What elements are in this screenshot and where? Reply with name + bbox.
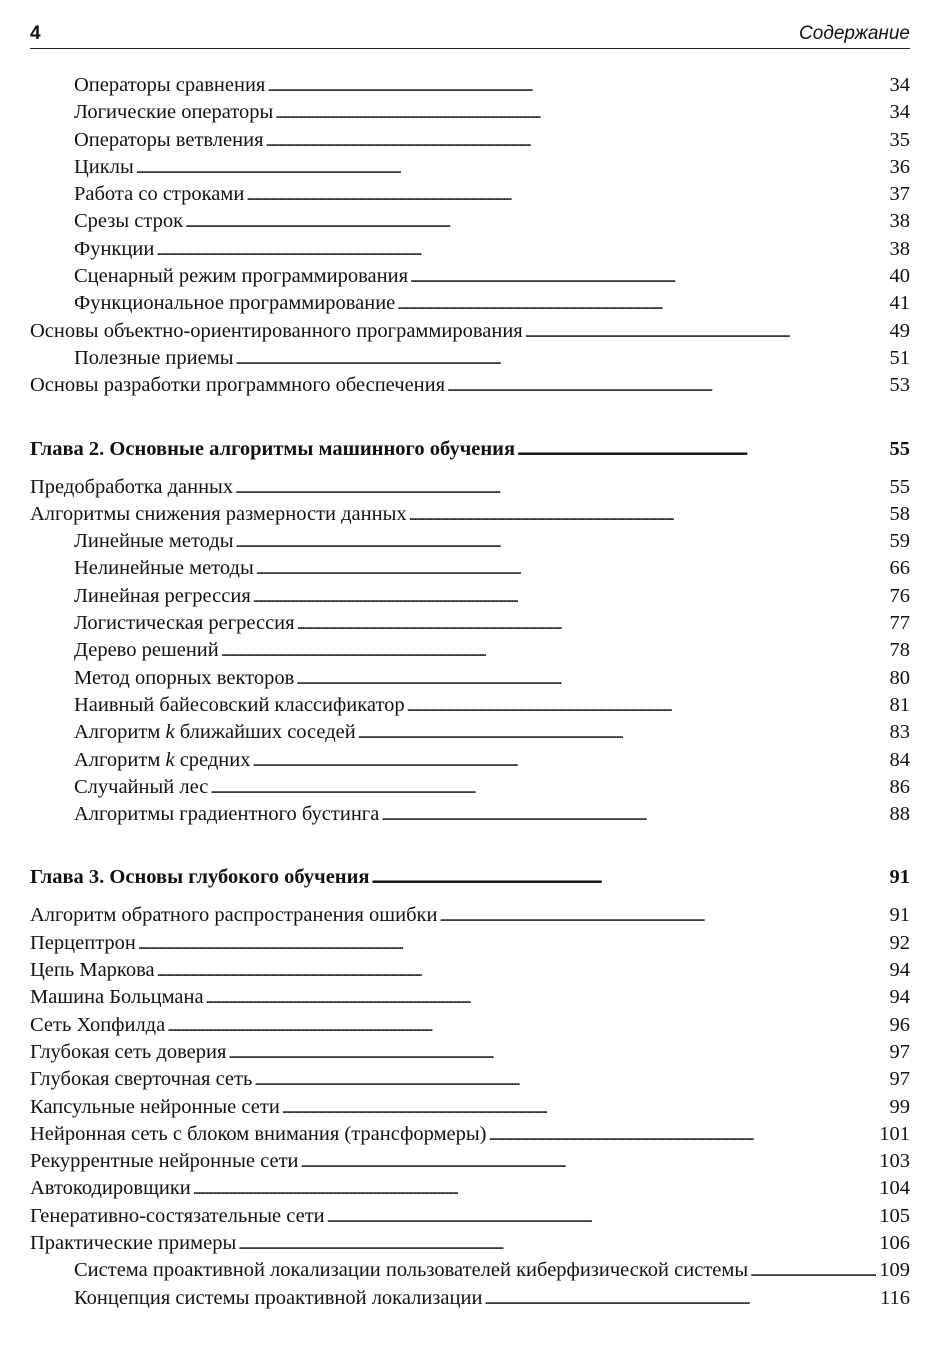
entry-title: Цепь Маркова: [30, 959, 155, 982]
entry-title: Нелинейные методы: [74, 557, 254, 580]
entry-page: 66: [889, 557, 910, 580]
entry-page: 101: [879, 1122, 910, 1145]
entry-page: 105: [879, 1204, 910, 1227]
dot-leader: [297, 610, 887, 638]
dot-leader: [228, 1039, 886, 1067]
entry-page: 109: [879, 1259, 910, 1282]
entry-title: Глубокая сеть доверия: [30, 1040, 227, 1063]
dot-leader: [301, 1148, 877, 1176]
entry-title: Практические примеры: [30, 1231, 237, 1254]
entry-page: 49: [889, 319, 910, 342]
entry-page: 38: [889, 210, 910, 233]
entry-page: 76: [889, 584, 910, 607]
entry-title: Автокодировщики: [30, 1177, 191, 1200]
dot-leader: [238, 1230, 876, 1258]
entry-page: 97: [889, 1040, 910, 1063]
toc-entry[interactable]: [30, 692, 910, 719]
entry-title: Срезы строк: [74, 210, 184, 233]
entry-page: 104: [879, 1177, 910, 1200]
entry-title: Метод опорных векторов: [74, 666, 295, 689]
toc-entry[interactable]: [30, 555, 910, 582]
toc-entry[interactable]: [30, 263, 910, 290]
toc-entry[interactable]: [30, 1175, 910, 1202]
dot-leader: [253, 583, 887, 611]
toc-entry[interactable]: [30, 1148, 910, 1175]
toc-entry[interactable]: [30, 72, 910, 99]
toc-entry[interactable]: [30, 930, 910, 957]
toc-entry[interactable]: [30, 774, 910, 801]
entry-title: Линейные методы: [74, 530, 234, 553]
running-header: [30, 20, 910, 49]
entry-title-part: ближайших соседей: [174, 721, 356, 744]
entry-page: 38: [889, 237, 910, 260]
dot-leader: [439, 902, 886, 930]
entry-title: Концепция системы проактивной локализации: [74, 1286, 483, 1309]
dot-leader: [254, 1066, 886, 1094]
entry-title: [74, 719, 356, 746]
entry-title: Полезные приемы: [74, 346, 234, 369]
entry-title-variable: k: [165, 721, 175, 744]
entry-title: Функциональное программирование: [74, 292, 396, 315]
entry-title: Основы объектно-ориентированного программирования: [30, 319, 523, 342]
toc-entry[interactable]: [30, 719, 910, 746]
dot-leader: [484, 1285, 877, 1313]
dot-leader: [327, 1203, 877, 1231]
toc-entry[interactable]: [30, 1121, 910, 1148]
toc-entry[interactable]: [30, 501, 910, 528]
dot-leader: [282, 1094, 887, 1122]
toc-entry[interactable]: [30, 372, 910, 399]
entry-page: 78: [889, 639, 910, 662]
entry-title: Линейная регрессия: [74, 584, 251, 607]
entry-page: 94: [889, 959, 910, 982]
entry-title: Операторы сравнения: [74, 74, 266, 96]
entry-title-part: Алгоритм: [74, 748, 166, 771]
chapter-title: Глава 2. Основные алгоритмы машинного обучения: [30, 437, 516, 460]
entry-title: Основы разработки программного обеспечения: [30, 374, 446, 397]
entry-title: Сеть Хопфилда: [30, 1013, 166, 1036]
toc-entry[interactable]: [30, 1257, 910, 1284]
dot-leader: [221, 637, 887, 665]
entry-title: Глубокая сверточная сеть: [30, 1068, 253, 1091]
entry-title: Наивный байесовский классификатор: [74, 693, 405, 716]
entry-page: 34: [889, 74, 910, 96]
entry-title: Операторы ветвления: [74, 128, 264, 151]
dot-leader: [167, 1012, 886, 1040]
toc-group-chapter-2: [30, 474, 910, 829]
toc-group-chapter-3: [30, 902, 910, 1311]
toc-entry[interactable]: [30, 208, 910, 235]
entry-page: 99: [889, 1095, 910, 1118]
entry-page: 58: [889, 502, 910, 525]
dot-leader: [267, 72, 886, 100]
chapter-page: 91: [889, 866, 910, 889]
dot-leader: [193, 1175, 876, 1203]
toc-entry[interactable]: [30, 345, 910, 372]
page-number: 4: [30, 23, 41, 44]
toc-entry[interactable]: [30, 236, 910, 263]
toc-entry[interactable]: [30, 984, 910, 1011]
entry-title: Логические операторы: [74, 101, 274, 124]
entry-page: 40: [889, 265, 910, 288]
dot-leader: [409, 501, 887, 529]
dot-leader: [296, 665, 886, 693]
dot-leader: [206, 984, 887, 1012]
entry-title: Капсульные нейронные сети: [30, 1095, 280, 1118]
toc-entry[interactable]: [30, 801, 910, 828]
entry-page: 34: [889, 101, 910, 124]
toc-entry[interactable]: [30, 181, 910, 208]
entry-page: 80: [889, 666, 910, 689]
toc-entry[interactable]: [30, 1066, 910, 1093]
toc-entry[interactable]: [30, 1012, 910, 1039]
entry-title: Алгоритмы градиентного бустинга: [74, 803, 380, 826]
dot-leader: [246, 181, 886, 209]
entry-title-variable: k: [165, 748, 175, 771]
toc-entry[interactable]: [30, 1203, 910, 1230]
entry-page: 36: [889, 155, 910, 178]
toc-group-intro: [30, 72, 910, 400]
table-of-contents: [30, 72, 910, 1312]
entry-page: 96: [889, 1013, 910, 1036]
dot-leader: [210, 774, 886, 802]
dot-leader: [256, 555, 887, 583]
entry-title: Дерево решений: [74, 639, 219, 662]
entry-title: Машина Больцмана: [30, 986, 204, 1009]
toc-entry[interactable]: [30, 583, 910, 610]
toc-entry[interactable]: [30, 127, 910, 154]
entry-page: 84: [889, 748, 910, 771]
toc-entry[interactable]: [30, 665, 910, 692]
entry-title: Работа со строками: [74, 183, 245, 206]
entry-title: Циклы: [74, 155, 134, 178]
entry-title-part: средних: [174, 748, 251, 771]
entry-page: 86: [889, 775, 910, 798]
entry-title: Алгоритмы снижения размерности данных: [30, 502, 407, 525]
dot-leader: [235, 474, 886, 502]
toc-entry[interactable]: [30, 610, 910, 637]
entry-page: 103: [879, 1150, 910, 1173]
dot-leader: [358, 719, 887, 747]
entry-title: Рекуррентные нейронные сети: [30, 1150, 299, 1173]
entry-title: Сценарный режим программирования: [74, 265, 409, 288]
toc-entry[interactable]: [30, 957, 910, 984]
entry-title: [74, 747, 251, 774]
entry-page: 97: [889, 1068, 910, 1091]
dot-leader: [489, 1121, 877, 1149]
dot-leader: [236, 528, 887, 556]
dot-leader: [517, 434, 886, 466]
dot-leader: [447, 372, 886, 400]
entry-page: 106: [879, 1231, 910, 1254]
entry-page: 55: [889, 475, 910, 498]
toc-entry[interactable]: [30, 528, 910, 555]
dot-leader: [407, 692, 887, 720]
dot-leader: [266, 127, 887, 155]
entry-page: 59: [889, 530, 910, 553]
dot-leader: [525, 318, 887, 346]
entry-page: 88: [889, 803, 910, 826]
toc-entry[interactable]: [30, 318, 910, 345]
dot-leader: [185, 208, 886, 236]
entry-page: 35: [889, 128, 910, 151]
section-title: Содержание: [799, 23, 910, 44]
entry-page: 37: [889, 183, 910, 206]
chapter-page: 55: [889, 437, 910, 460]
entry-page: 91: [889, 904, 910, 927]
dot-leader: [275, 99, 886, 127]
toc-entry[interactable]: [30, 474, 910, 501]
dot-leader: [750, 1257, 876, 1285]
dot-leader: [156, 236, 886, 264]
dot-leader: [136, 154, 887, 182]
toc-entry[interactable]: [30, 747, 910, 774]
toc-entry[interactable]: [30, 154, 910, 181]
entry-title: Функции: [74, 237, 155, 260]
toc-entry[interactable]: [30, 902, 910, 929]
entry-page: 81: [889, 693, 910, 716]
toc-entry[interactable]: [30, 1285, 910, 1312]
toc-entry[interactable]: [30, 1230, 910, 1257]
chapter-3-heading[interactable]: [30, 862, 910, 892]
toc-entry[interactable]: [30, 1039, 910, 1066]
dot-leader: [372, 862, 887, 894]
entry-page: 94: [889, 986, 910, 1009]
dot-leader: [157, 957, 887, 985]
entry-title-part: Алгоритм: [74, 721, 166, 744]
entry-title: Нейронная сеть с блоком внимания (трансформеры): [30, 1122, 487, 1145]
entry-page: 51: [889, 346, 910, 369]
entry-title: Генеративно-состязательные сети: [30, 1204, 325, 1227]
entry-title: Логистическая регрессия: [74, 612, 295, 635]
entry-page: 53: [889, 374, 910, 397]
toc-entry[interactable]: [30, 99, 910, 126]
entry-page: 41: [889, 292, 910, 315]
entry-title: Предобработка данных: [30, 475, 234, 498]
toc-entry[interactable]: [30, 1094, 910, 1121]
dot-leader: [253, 747, 887, 775]
dot-leader: [138, 930, 887, 958]
toc-entry[interactable]: [30, 637, 910, 664]
toc-entry[interactable]: [30, 290, 910, 317]
dot-leader: [381, 801, 886, 829]
entry-title: Алгоритм обратного распространения ошибки: [30, 904, 438, 927]
chapter-title: Глава 3. Основы глубокого обучения: [30, 866, 370, 889]
dot-leader: [235, 345, 886, 373]
entry-title: Система проактивной локализации пользователей киберфизической системы: [74, 1259, 749, 1282]
entry-title: Случайный лес: [74, 775, 209, 798]
entry-page: 77: [889, 612, 910, 635]
entry-page: 116: [880, 1286, 910, 1309]
entry-title: Перцептрон: [30, 931, 136, 954]
dot-leader: [397, 290, 886, 318]
chapter-2-heading[interactable]: [30, 434, 910, 464]
entry-page: 92: [889, 931, 910, 954]
dot-leader: [410, 263, 886, 291]
entry-page: 83: [889, 721, 910, 744]
